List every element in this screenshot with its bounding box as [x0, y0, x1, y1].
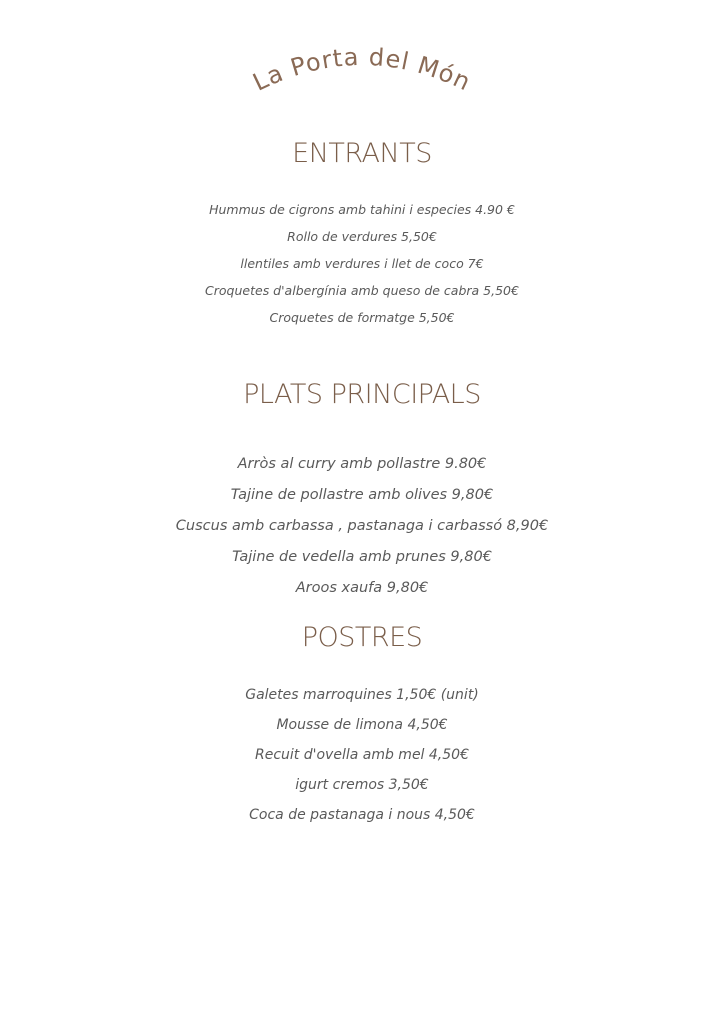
menu-item: Tajine de pollastre amb olives 9,80€ — [230, 487, 494, 503]
menu-item: Recuit d'ovella amb mel 4,50€ — [255, 747, 469, 763]
menu-item: Cuscus amb carbassa , pastanaga i carbassó 8,90€ — [175, 518, 549, 534]
menu-item: igurt cremos 3,50€ — [295, 777, 429, 793]
section-heading-plats-principals: PLATS PRINCIPALS — [243, 379, 481, 410]
restaurant-name: La Porta del Món — [248, 42, 476, 97]
restaurant-name-arc — [212, 40, 512, 110]
menu-item: Mousse de limona 4,50€ — [276, 717, 448, 733]
menu-item: Galetes marroquines 1,50€ (unit) — [245, 687, 479, 703]
menu-item: Aroos xaufa 9,80€ — [295, 580, 429, 596]
menu-item: Hummus de cigrons amb tahini i especies 4.90 € — [209, 202, 515, 217]
postres-list — [0, 684, 724, 834]
menu-item: Rollo de verdures 5,50€ — [287, 229, 437, 244]
entrants-list — [0, 200, 724, 335]
menu-item: Coca de pastanaga i nous 4,50€ — [249, 807, 475, 823]
menu-item: Tajine de vedella amb prunes 9,80€ — [232, 549, 492, 565]
section-heading-postres: POSTRES — [301, 622, 423, 653]
menu-item: Arròs al curry amb pollastre 9.80€ — [237, 456, 487, 472]
menu-item: Croquetes d'albergínia amb queso de cabra 5,50€ — [205, 283, 519, 298]
plats-principals-list — [0, 452, 724, 607]
menu-item: llentiles amb verdures i llet de coco 7€ — [240, 256, 484, 271]
section-heading-entrants: ENTRANTS — [292, 138, 432, 169]
menu-item: Croquetes de formatge 5,50€ — [269, 310, 455, 325]
